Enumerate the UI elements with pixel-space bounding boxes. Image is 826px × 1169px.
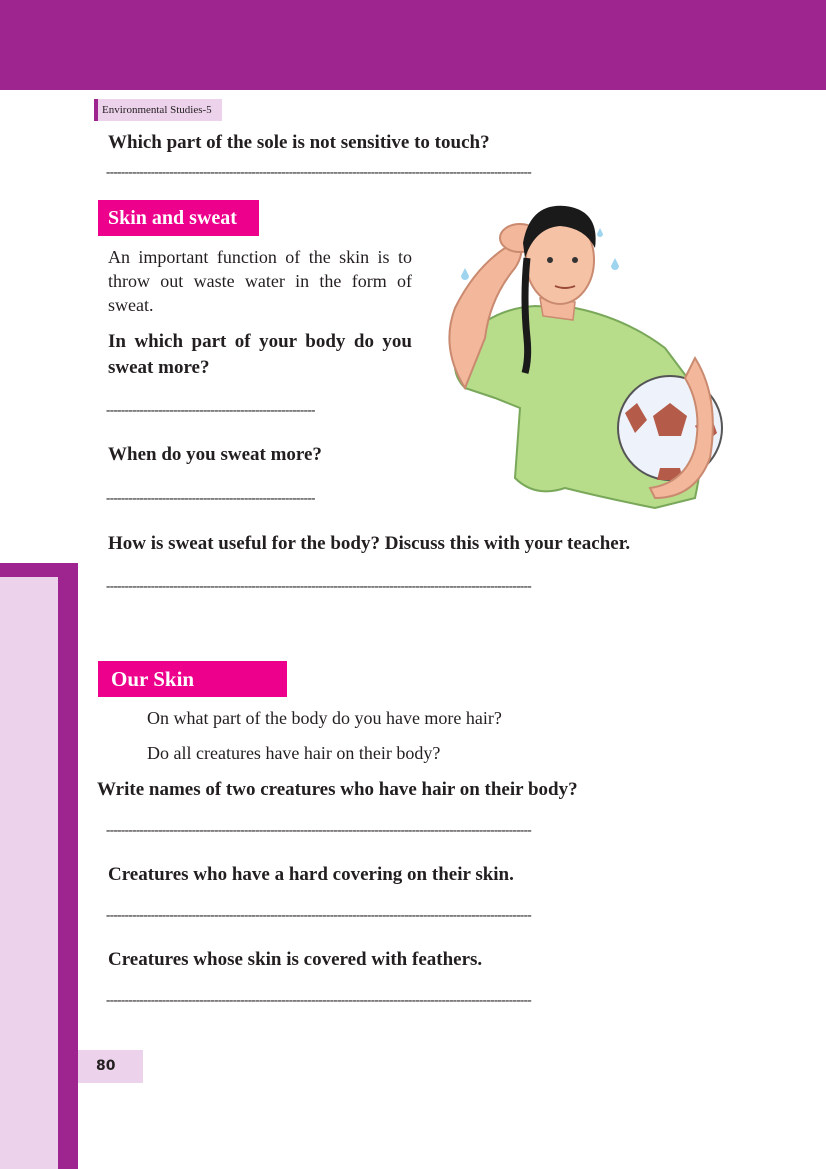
prompt-creatures-hair: Do all creatures have hair on their body? bbox=[147, 743, 441, 763]
left-margin-band-inner bbox=[0, 577, 58, 1169]
question-feathers: Creatures whose skin is covered with feathers. bbox=[108, 949, 483, 970]
answer-line: -------------------------------------------------------- bbox=[106, 490, 315, 505]
question-sweat-body-part: In which part of your body do you sweat more? bbox=[108, 331, 412, 378]
question-creatures-hair: Write names of two creatures who have hair on their body? bbox=[97, 779, 578, 800]
answer-line: -------------------------------------------------------- bbox=[106, 402, 315, 417]
question-hard-covering: Creatures who have a hard covering on their skin. bbox=[108, 864, 514, 885]
question-sole: Which part of the sole is not sensitive to touch? bbox=[108, 132, 490, 153]
answer-line: ------------------------------------------------------------------------------------------------------------------ bbox=[106, 164, 532, 179]
heading-skin-and-sweat: Skin and sweat bbox=[98, 200, 259, 236]
page-number: 80 bbox=[78, 1050, 143, 1083]
intro-paragraph: An important function of the skin is to throw out waste water in the form of sweat. bbox=[108, 247, 412, 315]
prompt-body-hair: On what part of the body do you have more hair? bbox=[147, 708, 502, 728]
question-sweat-useful: How is sweat useful for the body? Discuss this with your teacher. bbox=[108, 533, 631, 554]
question-sweat-when: When do you sweat more? bbox=[108, 444, 322, 465]
answer-line: ------------------------------------------------------------------------------------------------------------------ bbox=[106, 907, 532, 922]
top-band bbox=[0, 0, 826, 90]
book-title-tag: Environmental Studies-5 bbox=[94, 99, 222, 121]
answer-line: ------------------------------------------------------------------------------------------------------------------ bbox=[106, 822, 532, 837]
answer-line: ------------------------------------------------------------------------------------------------------------------ bbox=[106, 992, 532, 1007]
sweating-girl-illustration bbox=[425, 198, 725, 518]
answer-line: ------------------------------------------------------------------------------------------------------------------ bbox=[106, 578, 532, 593]
heading-our-skin: Our Skin bbox=[98, 661, 287, 697]
